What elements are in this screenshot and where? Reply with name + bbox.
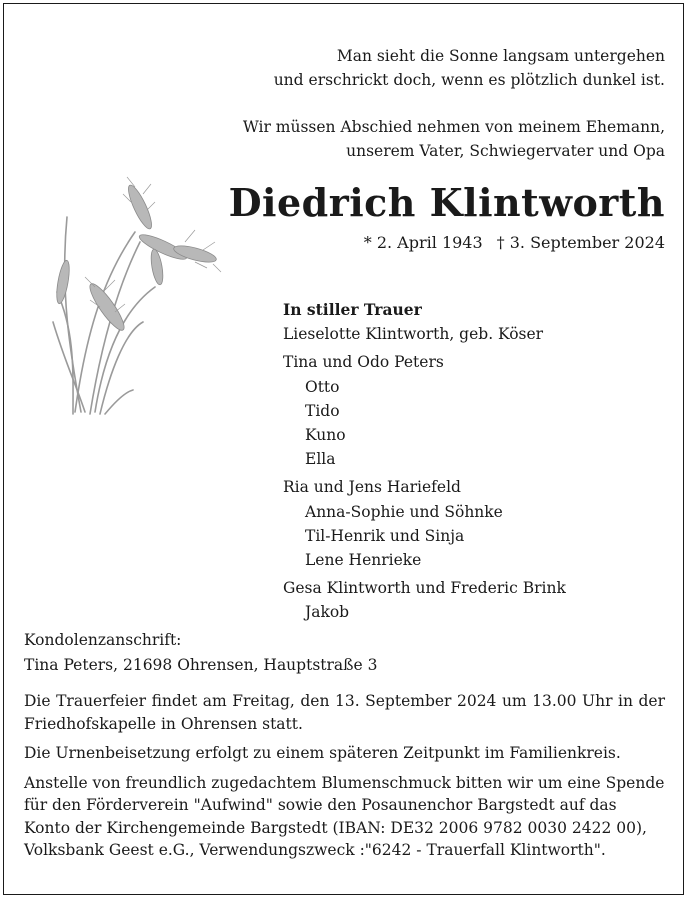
condolence-address-text: Tina Peters, 21698 Ohrensen, Hauptstraße 3 (24, 656, 378, 674)
family-group (283, 350, 566, 471)
grandchild: Ella (305, 450, 336, 469)
family-name: Tina und Odo Peters (283, 353, 444, 372)
grandchild: Til-Henrik und Sinja (305, 526, 465, 545)
poem (274, 44, 665, 92)
birth-date: * 2. April 1943 (363, 233, 483, 252)
death-date: † 3. September 2024 (496, 233, 665, 252)
mourners-heading: In stiller Trauer (283, 300, 422, 319)
grandchild: Kuno (305, 426, 346, 445)
life-dates (364, 233, 665, 252)
deceased-name: Diedrich Klintworth (228, 180, 665, 225)
intro-line-1: Wir müssen Abschied nehmen von meinem Ehemann, (242, 118, 665, 136)
funeral-service-text: Die Trauerfeier findet am Freitag, den 13. September 2024 um 13.00 Uhr in der Friedhofskapelle in Ohrensen statt. (24, 692, 665, 733)
grandchild: Otto (305, 377, 340, 396)
family-name: Gesa Klintworth und Frederic Brink (283, 579, 566, 598)
intro-text (243, 115, 665, 163)
condolence-label: Kondolenzanschrift: (24, 631, 182, 649)
grandchild: Tido (305, 401, 340, 420)
mourners-list (283, 298, 566, 629)
donation-request-text: Anstelle von freundlich zugedachtem Blumenschmuck bitten wir um eine Spende für den Förderverein "Aufwind" sowie den Posaunenchor Bargstedt auf das Konto der Kirchengemeinde Bargstedt (IBAN: DE32 2006 9782 0030 2422 00), Volksbank Geest e.G., Verwendungszweck :"6242 - Trauerfall Klintworth". (24, 773, 665, 859)
poem-line-1: Man sieht die Sonne langsam untergehen (336, 47, 665, 65)
wheat-ears-icon (45, 172, 225, 422)
spouse: Lieselotte Klintworth, geb. Köser (283, 325, 544, 344)
poem-line-2: und erschrickt doch, wenn es plötzlich dunkel ist. (273, 71, 665, 89)
grandchild: Jakob (305, 603, 350, 622)
grandchild: Lene Henrieke (305, 551, 422, 570)
family-name: Ria und Jens Hariefeld (283, 478, 461, 497)
urn-burial-text: Die Urnenbeisetzung erfolgt zu einem späteren Zeitpunkt im Familienkreis. (24, 744, 621, 762)
condolence-address (24, 628, 377, 678)
grandchild: Anna-Sophie und Söhnke (305, 502, 503, 521)
family-group (283, 576, 566, 624)
funeral-notes (24, 690, 665, 869)
family-group (283, 475, 566, 572)
intro-line-2: unserem Vater, Schwiegervater und Opa (346, 142, 665, 160)
